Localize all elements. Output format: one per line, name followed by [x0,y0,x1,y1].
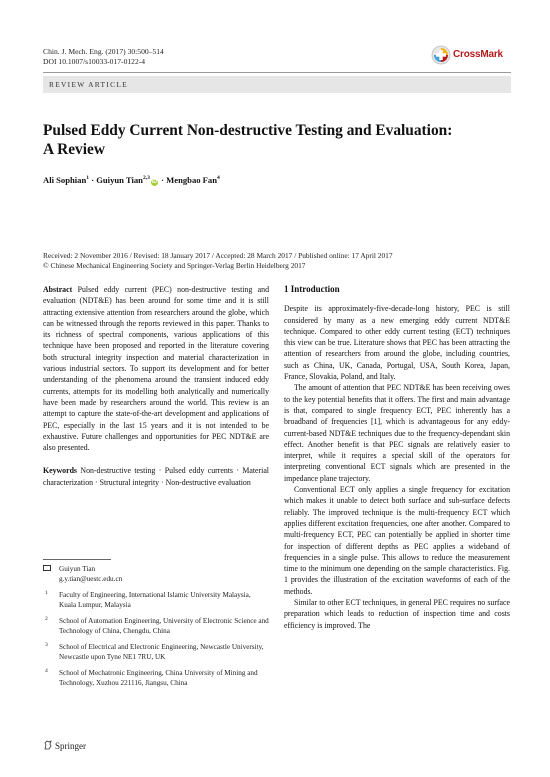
right-column [284,284,510,631]
correspondence-block [43,564,269,688]
corresponding-name: Guiyun Tian [59,565,96,573]
author-separator: · [161,175,164,185]
publisher-name: Springer [55,741,86,751]
copyright-line: © Chinese Mechanical Engineering Society and Springer-Verlag Berlin Heidelberg 2017 [43,261,306,270]
author-name[interactable]: Guiyun Tian [96,175,143,185]
envelope-icon [43,565,51,571]
keywords-text: Non-destructive testing · Pulsed eddy currents · Material characterization · Structural integrity · Non-destructive evaluation [43,466,269,487]
footnote-divider [43,559,111,560]
affiliation-text: Faculty of Engineering, International Islamic University Malaysia, Kuala Lumpur, Malaysia [59,591,251,609]
author-name[interactable]: Ali Sophian [43,175,87,185]
affiliation-item [43,668,269,688]
title-line-2: A Review [43,141,105,158]
affiliation-text: School of Automation Engineering, University of Electronic Science and Technology of China, Chengdu, China [59,617,269,635]
corresponding-email[interactable]: g.y.tian@uestc.edu.cn [59,575,123,583]
orcid-icon[interactable]: iD [151,179,157,185]
section-band [43,76,511,93]
left-column [43,284,269,488]
affiliation-text: School of Electrical and Electronic Engineering, Newcastle University, Newcastle upon Tyne NE1 7RU, UK [59,643,264,661]
dates-line: Received: 2 November 2016 / Revised: 18 January 2017 / Accepted: 28 March 2017 / Published online: 17 April 2017 [43,251,393,260]
section-label: REVIEW ARTICLE [49,80,128,89]
affiliation-number: 3 [45,642,48,648]
affiliation-text: School of Mechatronic Engineering, China University of Mining and Technology, Xuzhou 221116, Jiangsu, China [59,669,258,687]
affiliation-item [43,616,269,636]
author-affiliation-ref: 4 [217,175,220,182]
affiliation-number: 2 [45,616,48,622]
abstract-label: Abstract [43,285,73,294]
corresponding-author [43,564,269,584]
affiliation-item [43,590,269,610]
abstract-text: Pulsed eddy current (PEC) non-destructive testing and evaluation (NDT&E) has been around for some time and it is still attracting extensive attention from researchers around the globe, which can be witnessed through the reports reviewed in this paper. Thanks to its richness of spectral components, various applications of this technique have been proposed and reported in the literature covering both structural integrity inspection and material characterization in various industrial sectors. To support its development and for better understanding of the phenomena around the transient induced eddy currents, attempts for its modelling both analytically and numerically have been made by researchers around the world. This review is an attempt to capture the state-of-the-art development and applications of PEC, especially in the last 15 years and it is not intended to be exhaustive. Future challenges and opportunities for PEC NDT&E are also presented. [43,285,269,453]
journal-line: Chin. J. Mech. Eng. (2017) 30:500–514 [43,47,164,56]
doi-line[interactable]: DOI 10.1007/s10033-017-0122-4 [43,57,146,66]
intro-paragraph-4: Similar to other ECT techniques, in general PEC requires no surface preparation which leads to reduction of inspection time and costs efficiency is improved. The [284,598,510,630]
keywords-label: Keywords [43,466,77,476]
article-title [43,121,513,159]
publication-history [43,251,513,271]
affiliation-number: 4 [45,668,48,674]
intro-paragraph-1: Despite its approximately-five-decade-long history, PEC is still considered by many as a new emerging eddy current NDT&E technique. Compared to other eddy current testing (ECT) techniques this view can be true. Literature shows that PEC has been attracting the attention of researchers from around the globe, including countries, such as China, UK, Canada, Portugal, USA, South Korea, Japan, France, Slovakia, Poland, and Italy. [284,304,510,382]
publisher-footer [43,740,86,751]
affiliation-item [43,642,269,662]
title-line-1: Pulsed Eddy Current Non-destructive Testing and Evaluation: [43,122,453,139]
springer-logo-icon [43,740,53,750]
crossmark-label: CrossMark [453,49,503,60]
intro-paragraph-3: Conventional ECT only applies a single frequency for excitation which makes it unable to detect both surface and sub-surface defects reliably. The improved technique is the multi-frequency ECT which applies different excitation frequencies, one after another. Compared to multi-frequency ECT, PEC can potentially be applied in shorter time for inspection of different depths as PEC applies a wideband of frequencies in a single pulse. This allows to reduce the measurement time to the minimum one depending on the sample characteristics. Fig. 1 provides the illustration of the excitation waveforms of each of the methods. [284,485,510,596]
intro-paragraph-2: The amount of attention that PEC NDT&E has been receiving owes to the key potential benefits that it offers. The first and main advantage is that, compared to single frequency ECT, PEC inherently has a broadband of frequencies [1], which is advantageous for any eddy-current-based NDT&E techniques due to the frequency-dependant skin effect. Another benefit is that PEC signals are relatively easier to interpret, while it requires a special skill of the operators for interpreting conventional ECT signals which are presented in the impedance plane trajectory. [284,383,510,483]
section-heading: 1 Introduction [284,284,340,294]
journal-citation [43,47,164,67]
author-affiliation-ref: 1 [86,175,90,182]
affiliation-number: 1 [45,590,48,596]
author-separator: · [91,175,95,185]
keywords [43,465,269,488]
header-divider [43,72,511,73]
author-name[interactable]: Mengbao Fan [166,175,218,185]
crossmark-icon [431,45,451,65]
abstract [43,284,269,453]
author-affiliation-ref: 2,3 [142,175,150,182]
author-list [43,175,220,186]
crossmark-badge[interactable] [431,43,511,67]
